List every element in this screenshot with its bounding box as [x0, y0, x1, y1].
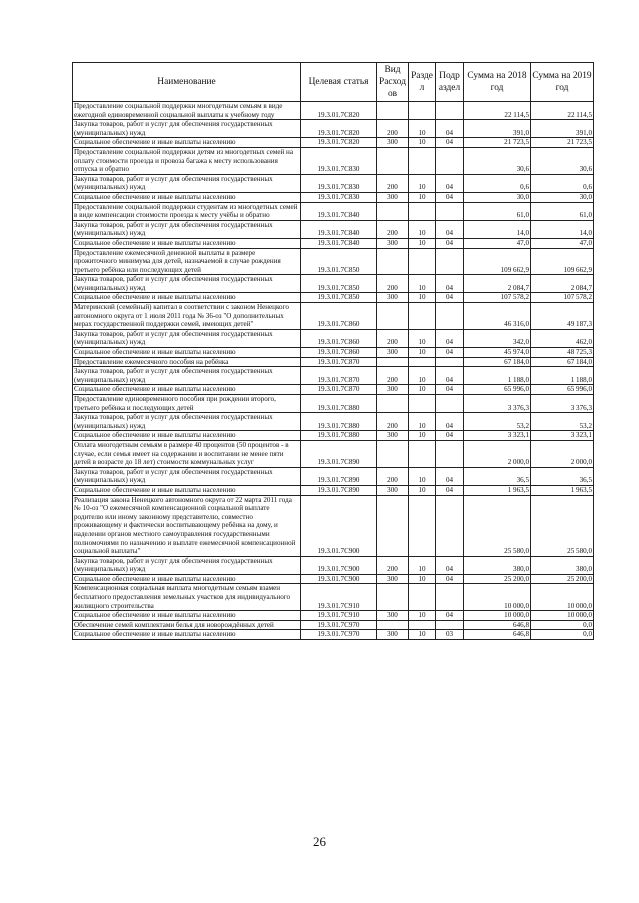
cell-target-article: 19.3.01.7С970 — [301, 630, 377, 640]
table-row — [73, 147, 594, 174]
cell-expense-type: 300 — [377, 611, 409, 621]
table-row — [73, 611, 594, 621]
cell-expense-type: 300 — [377, 348, 409, 358]
cell-sum-2018: 10 000,0 — [464, 584, 531, 611]
table-row — [73, 431, 594, 441]
cell-subsection — [436, 620, 464, 630]
cell-expense-type: 200 — [377, 367, 409, 385]
cell-subsection: 04 — [436, 485, 464, 495]
cell-sum-2018: 65 996,0 — [464, 385, 531, 395]
cell-expense-type — [377, 584, 409, 611]
table-row — [73, 238, 594, 248]
table-row — [73, 102, 594, 120]
cell-sum-2018: 47,0 — [464, 238, 531, 248]
cell-section — [409, 248, 436, 275]
cell-name: Предоставление социальной поддержки детям из многодетных семей на оплату стоимости проезда и провоза багажа к месту использования отпуска и обратно — [73, 147, 301, 174]
cell-name: Закупка товаров, работ и услуг для обеспечения государственных (муниципальных) нужд — [73, 367, 301, 385]
cell-section — [409, 147, 436, 174]
cell-target-article: 19.3.01.7С880 — [301, 413, 377, 431]
cell-section: 10 — [409, 431, 436, 441]
cell-expense-type — [377, 102, 409, 120]
cell-target-article: 19.3.01.7С840 — [301, 220, 377, 238]
cell-sum-2018: 391,0 — [464, 120, 531, 138]
cell-section: 10 — [409, 485, 436, 495]
cell-sum-2018: 45 974,0 — [464, 348, 531, 358]
budget-table-container — [72, 62, 593, 640]
cell-sum-2019: 14,0 — [531, 220, 594, 238]
cell-subsection: 03 — [436, 630, 464, 640]
cell-sum-2019: 10 000,0 — [531, 611, 594, 621]
cell-sum-2019: 36,5 — [531, 467, 594, 485]
cell-sum-2019: 0,0 — [531, 620, 594, 630]
cell-sum-2018: 3 323,1 — [464, 431, 531, 441]
cell-section: 10 — [409, 174, 436, 192]
cell-section — [409, 102, 436, 120]
cell-name: Закупка товаров, работ и услуг для обеспечения государственных (муниципальных) нужд — [73, 413, 301, 431]
cell-expense-type: 300 — [377, 138, 409, 148]
table-row — [73, 357, 594, 367]
cell-sum-2019: 25 200,0 — [531, 574, 594, 584]
cell-sum-2018: 67 184,0 — [464, 357, 531, 367]
cell-target-article: 19.3.01.7С830 — [301, 192, 377, 202]
cell-expense-type — [377, 202, 409, 220]
cell-name: Оплата многодетным семьям в размере 40 процентов (50 процентов - в случае, если семья имеет на содержании и воспитании не менее пяти детей в возрасте до 18 лет) стоимости коммунальных услуг — [73, 440, 301, 467]
cell-section — [409, 620, 436, 630]
cell-subsection — [436, 395, 464, 413]
cell-expense-type: 300 — [377, 485, 409, 495]
cell-sum-2018: 36,5 — [464, 467, 531, 485]
cell-subsection: 04 — [436, 275, 464, 293]
cell-expense-type — [377, 248, 409, 275]
cell-target-article: 19.3.01.7С830 — [301, 174, 377, 192]
table-row — [73, 138, 594, 148]
cell-section: 10 — [409, 367, 436, 385]
cell-target-article: 19.3.01.7С900 — [301, 495, 377, 556]
cell-section — [409, 202, 436, 220]
cell-sum-2019: 2 084,7 — [531, 275, 594, 293]
cell-target-article: 19.3.01.7С900 — [301, 574, 377, 584]
cell-sum-2019: 21 723,5 — [531, 138, 594, 148]
cell-sum-2019: 47,0 — [531, 238, 594, 248]
cell-section — [409, 495, 436, 556]
cell-expense-type — [377, 147, 409, 174]
cell-section: 10 — [409, 138, 436, 148]
cell-expense-type — [377, 395, 409, 413]
table-row — [73, 367, 594, 385]
cell-subsection: 04 — [436, 220, 464, 238]
cell-target-article: 19.3.01.7С910 — [301, 611, 377, 621]
cell-sum-2019: 3 376,3 — [531, 395, 594, 413]
cell-name: Закупка товаров, работ и услуг для обеспечения государственных (муниципальных) нужд — [73, 120, 301, 138]
cell-sum-2019: 109 662,9 — [531, 248, 594, 275]
cell-subsection: 04 — [436, 293, 464, 303]
cell-section — [409, 395, 436, 413]
cell-expense-type: 300 — [377, 385, 409, 395]
cell-name: Предоставление социальной поддержки многодетным семьям в виде ежегодной единовременной социальной выплаты к учебному году — [73, 102, 301, 120]
cell-name: Закупка товаров, работ и услуг для обеспечения государственных (муниципальных) нужд — [73, 556, 301, 574]
cell-sum-2018: 2 000,0 — [464, 440, 531, 467]
cell-expense-type — [377, 303, 409, 330]
cell-target-article: 19.3.01.7С840 — [301, 202, 377, 220]
cell-target-article: 19.3.01.7С900 — [301, 556, 377, 574]
cell-subsection: 04 — [436, 413, 464, 431]
table-row — [73, 120, 594, 138]
cell-sum-2019: 65 996,0 — [531, 385, 594, 395]
table-row — [73, 275, 594, 293]
cell-section: 10 — [409, 574, 436, 584]
table-row — [73, 620, 594, 630]
cell-subsection — [436, 248, 464, 275]
table-row — [73, 556, 594, 574]
table-row — [73, 385, 594, 395]
cell-name: Социальное обеспечение и иные выплаты населению — [73, 574, 301, 584]
cell-section: 10 — [409, 467, 436, 485]
cell-sum-2019: 380,0 — [531, 556, 594, 574]
cell-sum-2019: 2 000,0 — [531, 440, 594, 467]
table-row — [73, 220, 594, 238]
cell-sum-2019: 1 963,5 — [531, 485, 594, 495]
table-row — [73, 192, 594, 202]
cell-name: Обеспечение семей комплектами белья для новорождённых детей — [73, 620, 301, 630]
cell-name: Закупка товаров, работ и услуг для обеспечения государственных (муниципальных) нужд — [73, 329, 301, 347]
cell-expense-type — [377, 495, 409, 556]
cell-sum-2018: 0,6 — [464, 174, 531, 192]
cell-sum-2018: 380,0 — [464, 556, 531, 574]
table-row — [73, 485, 594, 495]
cell-sum-2019: 67 184,0 — [531, 357, 594, 367]
cell-sum-2018: 30,6 — [464, 147, 531, 174]
cell-sum-2019: 107 578,2 — [531, 293, 594, 303]
cell-expense-type: 200 — [377, 220, 409, 238]
header-target-article: Целевая статья — [301, 63, 377, 102]
cell-target-article: 19.3.01.7С870 — [301, 357, 377, 367]
cell-name: Социальное обеспечение и иные выплаты населению — [73, 293, 301, 303]
cell-sum-2018: 1 963,5 — [464, 485, 531, 495]
cell-section: 10 — [409, 611, 436, 621]
budget-table — [72, 62, 594, 640]
cell-name: Социальное обеспечение и иные выплаты населению — [73, 630, 301, 640]
cell-name: Социальное обеспечение и иные выплаты населению — [73, 192, 301, 202]
table-row — [73, 467, 594, 485]
table-row — [73, 303, 594, 330]
cell-expense-type: 300 — [377, 293, 409, 303]
cell-sum-2018: 21 723,5 — [464, 138, 531, 148]
cell-section — [409, 303, 436, 330]
cell-target-article: 19.3.01.7С840 — [301, 238, 377, 248]
cell-subsection: 04 — [436, 174, 464, 192]
cell-target-article: 19.3.01.7С830 — [301, 147, 377, 174]
cell-sum-2019: 25 580,0 — [531, 495, 594, 556]
cell-subsection — [436, 102, 464, 120]
cell-section: 10 — [409, 293, 436, 303]
cell-name: Предоставление социальной поддержки студентам из многодетных семей в виде компенсации стоимости проезда к месту учёбы и обратно — [73, 202, 301, 220]
cell-subsection: 04 — [436, 431, 464, 441]
table-row — [73, 348, 594, 358]
cell-expense-type: 200 — [377, 174, 409, 192]
cell-expense-type: 200 — [377, 120, 409, 138]
header-sum-2018: Сумма на 2018 год — [464, 63, 531, 102]
cell-sum-2019: 49 187,3 — [531, 303, 594, 330]
table-row — [73, 395, 594, 413]
cell-subsection: 04 — [436, 238, 464, 248]
cell-sum-2019: 22 114,5 — [531, 102, 594, 120]
cell-expense-type: 200 — [377, 467, 409, 485]
cell-name: Реализация закона Ненецкого автономного округа от 22 марта 2011 года № 10-оз "О ежемесячной компенсационной социальной выплате родителю или иному законному представителю, совместно проживающему и фактически воспитывающему ребёнка на дому, и наделении органов местного самоуправления государственными полномочиями по назначению и выплате ежемесячной компенсационной социальной выплаты" — [73, 495, 301, 556]
cell-name: Социальное обеспечение и иные выплаты населению — [73, 238, 301, 248]
cell-target-article: 19.3.01.7С880 — [301, 395, 377, 413]
cell-section: 10 — [409, 413, 436, 431]
cell-target-article: 19.3.01.7С820 — [301, 138, 377, 148]
cell-subsection — [436, 357, 464, 367]
cell-subsection — [436, 495, 464, 556]
cell-subsection: 04 — [436, 138, 464, 148]
cell-target-article: 19.3.01.7С860 — [301, 348, 377, 358]
cell-subsection: 04 — [436, 192, 464, 202]
cell-sum-2018: 1 188,0 — [464, 367, 531, 385]
cell-section: 10 — [409, 238, 436, 248]
cell-name: Закупка товаров, работ и услуг для обеспечения государственных (муниципальных) нужд — [73, 467, 301, 485]
cell-target-article: 19.3.01.7С860 — [301, 329, 377, 347]
cell-sum-2018: 25 580,0 — [464, 495, 531, 556]
cell-section — [409, 440, 436, 467]
cell-section: 10 — [409, 556, 436, 574]
cell-sum-2018: 61,0 — [464, 202, 531, 220]
table-row — [73, 495, 594, 556]
cell-sum-2018: 2 084,7 — [464, 275, 531, 293]
cell-name: Предоставление ежемесячного пособия на ребёнка — [73, 357, 301, 367]
cell-sum-2019: 10 000,0 — [531, 584, 594, 611]
cell-target-article: 19.3.01.7С890 — [301, 440, 377, 467]
cell-target-article: 19.3.01.7С910 — [301, 584, 377, 611]
cell-name: Социальное обеспечение и иные выплаты населению — [73, 611, 301, 621]
header-subsection: Подр аздел — [436, 63, 464, 102]
cell-target-article: 19.3.01.7С820 — [301, 120, 377, 138]
cell-subsection: 04 — [436, 348, 464, 358]
cell-target-article: 19.3.01.7С890 — [301, 485, 377, 495]
table-row — [73, 293, 594, 303]
cell-subsection — [436, 147, 464, 174]
cell-name: Предоставление ежемесячной денежной выплаты в размере прожиточного минимума для детей, назначаемой в случае рождения третьего ребёнка или последующих детей — [73, 248, 301, 275]
cell-expense-type: 300 — [377, 238, 409, 248]
cell-section: 10 — [409, 220, 436, 238]
cell-section: 10 — [409, 329, 436, 347]
cell-name: Социальное обеспечение и иные выплаты населению — [73, 385, 301, 395]
cell-sum-2019: 462,0 — [531, 329, 594, 347]
cell-name: Материнский (семейный) капитал в соответствии с законом Ненецкого автономного округа от 1 июля 2011 года № 36-оз "О дополнительных мерах государственной поддержки семей, имеющих детей" — [73, 303, 301, 330]
cell-subsection — [436, 440, 464, 467]
cell-sum-2018: 342,0 — [464, 329, 531, 347]
cell-sum-2018: 10 000,0 — [464, 611, 531, 621]
cell-section — [409, 584, 436, 611]
cell-expense-type: 200 — [377, 329, 409, 347]
cell-sum-2018: 109 662,9 — [464, 248, 531, 275]
cell-subsection: 04 — [436, 367, 464, 385]
cell-target-article: 19.3.01.7С850 — [301, 248, 377, 275]
cell-name: Социальное обеспечение и иные выплаты населению — [73, 138, 301, 148]
cell-sum-2019: 0,6 — [531, 174, 594, 192]
cell-subsection: 04 — [436, 556, 464, 574]
cell-expense-type: 300 — [377, 192, 409, 202]
cell-sum-2019: 3 323,1 — [531, 431, 594, 441]
cell-section: 10 — [409, 120, 436, 138]
cell-subsection: 04 — [436, 574, 464, 584]
cell-expense-type — [377, 620, 409, 630]
cell-sum-2019: 1 188,0 — [531, 367, 594, 385]
cell-target-article: 19.3.01.7С860 — [301, 303, 377, 330]
cell-target-article: 19.3.01.7С870 — [301, 367, 377, 385]
table-row — [73, 248, 594, 275]
cell-target-article: 19.3.01.7С850 — [301, 275, 377, 293]
cell-name: Закупка товаров, работ и услуг для обеспечения государственных (муниципальных) нужд — [73, 220, 301, 238]
cell-name: Социальное обеспечение и иные выплаты населению — [73, 485, 301, 495]
cell-expense-type: 300 — [377, 431, 409, 441]
cell-name: Компенсационная социальная выплата многодетным семьям взамен бесплатного предоставления земельных участков для индивидуального жилищного строительства — [73, 584, 301, 611]
cell-expense-type — [377, 440, 409, 467]
cell-subsection — [436, 303, 464, 330]
cell-subsection — [436, 202, 464, 220]
cell-sum-2018: 14,0 — [464, 220, 531, 238]
cell-sum-2019: 0,0 — [531, 630, 594, 640]
cell-sum-2019: 53,2 — [531, 413, 594, 431]
cell-sum-2019: 391,0 — [531, 120, 594, 138]
cell-sum-2018: 3 376,3 — [464, 395, 531, 413]
table-row — [73, 574, 594, 584]
cell-subsection: 04 — [436, 329, 464, 347]
cell-sum-2018: 46 316,0 — [464, 303, 531, 330]
cell-target-article: 19.3.01.7С970 — [301, 620, 377, 630]
header-expense-type: Вид Расход ов — [377, 63, 409, 102]
cell-sum-2019: 30,6 — [531, 147, 594, 174]
cell-sum-2018: 646,8 — [464, 630, 531, 640]
cell-expense-type: 300 — [377, 574, 409, 584]
table-row — [73, 440, 594, 467]
cell-name: Социальное обеспечение и иные выплаты населению — [73, 348, 301, 358]
cell-target-article: 19.3.01.7С820 — [301, 102, 377, 120]
table-row — [73, 329, 594, 347]
cell-subsection: 04 — [436, 120, 464, 138]
cell-section: 10 — [409, 630, 436, 640]
cell-name: Закупка товаров, работ и услуг для обеспечения государственных (муниципальных) нужд — [73, 174, 301, 192]
table-row — [73, 174, 594, 192]
cell-subsection: 04 — [436, 611, 464, 621]
cell-expense-type: 200 — [377, 556, 409, 574]
cell-sum-2018: 107 578,2 — [464, 293, 531, 303]
cell-expense-type: 200 — [377, 275, 409, 293]
table-row — [73, 202, 594, 220]
header-sum-2019: Сумма на 2019 год — [531, 63, 594, 102]
cell-subsection — [436, 584, 464, 611]
cell-expense-type: 200 — [377, 413, 409, 431]
table-row — [73, 413, 594, 431]
cell-target-article: 19.3.01.7С870 — [301, 385, 377, 395]
cell-section: 10 — [409, 275, 436, 293]
cell-expense-type — [377, 357, 409, 367]
cell-name: Предоставление единовременного пособия при рождении второго, третьего ребёнка и последующих детей — [73, 395, 301, 413]
cell-expense-type: 300 — [377, 630, 409, 640]
page-number: 26 — [313, 834, 326, 849]
cell-sum-2018: 30,0 — [464, 192, 531, 202]
cell-section: 10 — [409, 192, 436, 202]
header-section: Разде л — [409, 63, 436, 102]
cell-subsection: 04 — [436, 467, 464, 485]
cell-sum-2019: 30,0 — [531, 192, 594, 202]
cell-sum-2019: 61,0 — [531, 202, 594, 220]
table-row — [73, 584, 594, 611]
header-name: Наименование — [73, 63, 301, 102]
cell-subsection: 04 — [436, 385, 464, 395]
cell-name: Закупка товаров, работ и услуг для обеспечения государственных (муниципальных) нужд — [73, 275, 301, 293]
cell-target-article: 19.3.01.7С890 — [301, 467, 377, 485]
cell-section: 10 — [409, 385, 436, 395]
cell-sum-2018: 22 114,5 — [464, 102, 531, 120]
cell-section — [409, 357, 436, 367]
cell-target-article: 19.3.01.7С880 — [301, 431, 377, 441]
table-header-row — [73, 63, 594, 102]
cell-name: Социальное обеспечение и иные выплаты населению — [73, 431, 301, 441]
cell-sum-2019: 48 725,3 — [531, 348, 594, 358]
table-row — [73, 630, 594, 640]
cell-sum-2018: 646,8 — [464, 620, 531, 630]
cell-section: 10 — [409, 348, 436, 358]
cell-sum-2018: 25 200,0 — [464, 574, 531, 584]
cell-sum-2018: 53,2 — [464, 413, 531, 431]
cell-target-article: 19.3.01.7С850 — [301, 293, 377, 303]
